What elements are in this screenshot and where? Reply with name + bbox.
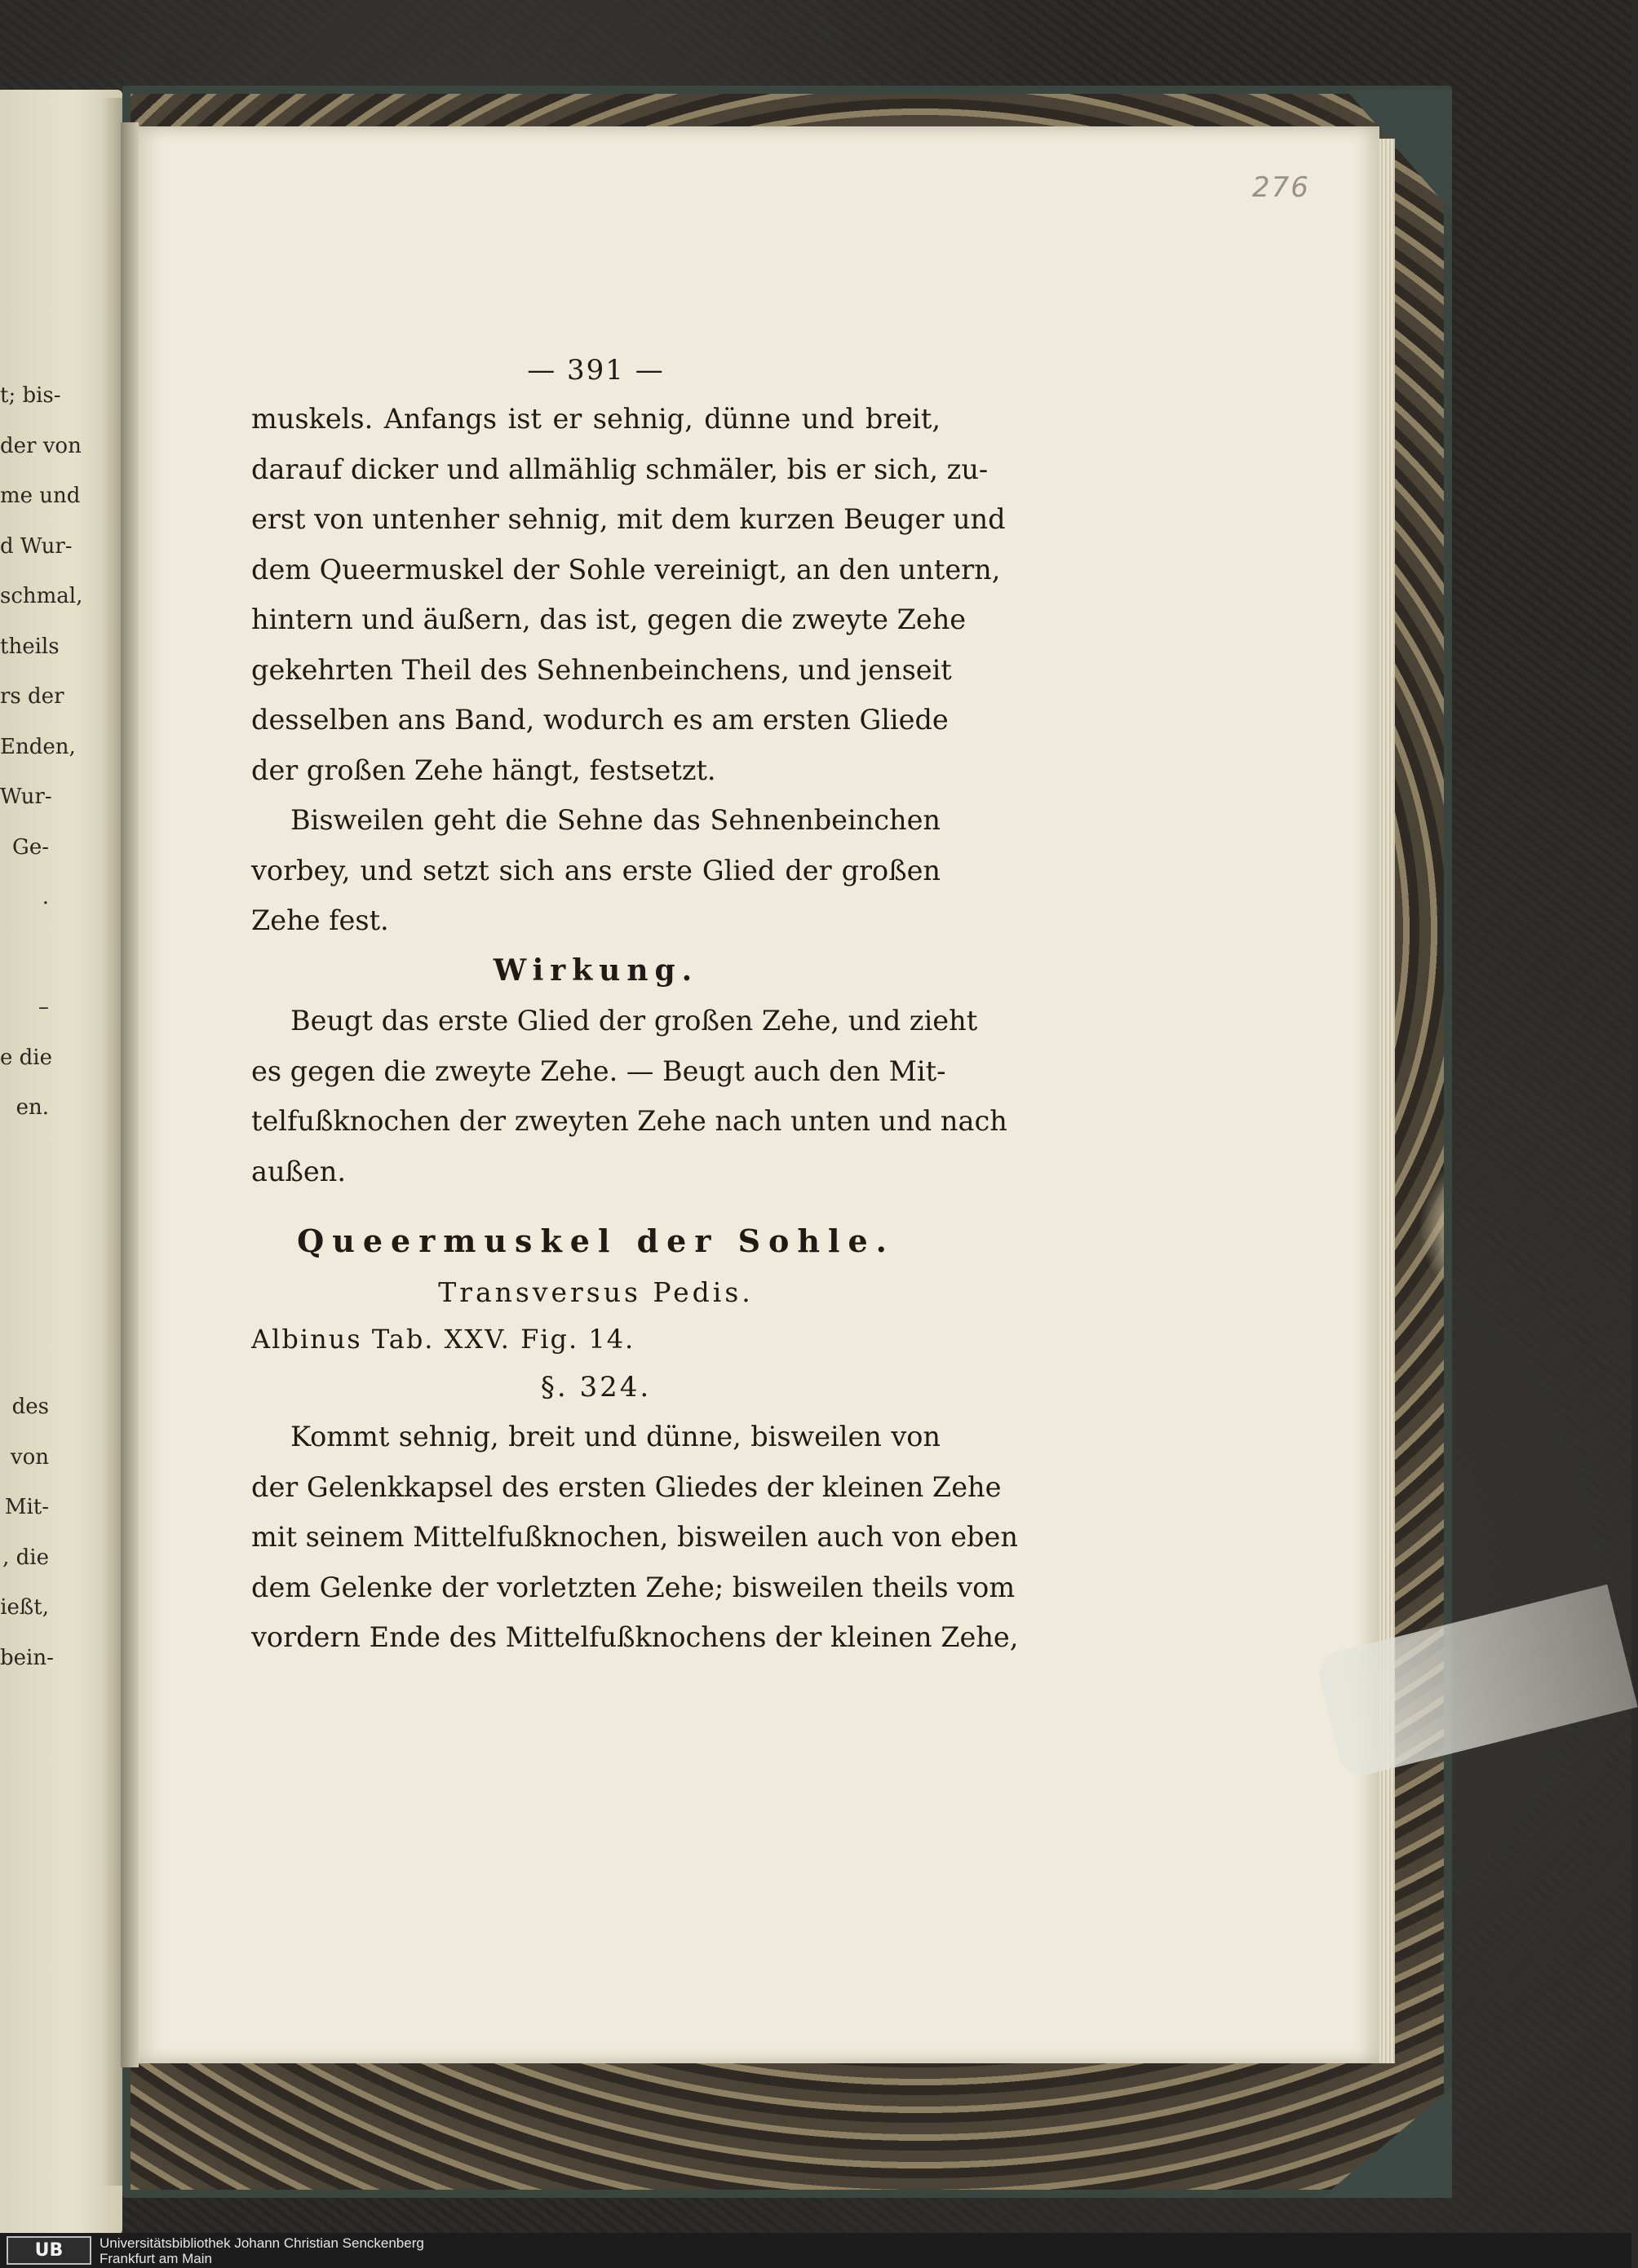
text-line: es gegen die zweyte Zehe. — Beugt auch den Mit- bbox=[251, 1054, 946, 1087]
text-line: Bisweilen geht die Sehne das Sehnenbeinchen bbox=[290, 804, 941, 836]
text-line: muskels. Anfangs ist er sehnig, dünne und breit, bbox=[251, 403, 941, 435]
section-title: Queermuskel der Sohle. bbox=[297, 1222, 895, 1259]
left-fragment: des bbox=[11, 1395, 49, 1419]
text-line: vordern Ende des Mittelfußknochens der kleinen Zehe, bbox=[251, 1621, 1019, 1653]
left-fragment: me und bbox=[0, 484, 81, 508]
page-text bbox=[251, 347, 1019, 1663]
text-line: Beugt das erste Glied der großen Zehe, und zieht bbox=[290, 1005, 978, 1037]
left-fragment: Enden, bbox=[0, 734, 76, 759]
text-line: mit seinem Mittelfußknochen, bisweilen auch von eben bbox=[251, 1521, 1018, 1553]
text-line: hintern und äußern, das ist, gegen die zweyte Zehe bbox=[251, 603, 967, 635]
left-fragment: Wur- bbox=[0, 785, 52, 809]
footer-bar bbox=[0, 2233, 1631, 2268]
left-fragment: – bbox=[38, 995, 49, 1019]
paragraph-324 bbox=[251, 1412, 1019, 1663]
page-number: — 391 — bbox=[527, 354, 665, 387]
page-gutter bbox=[121, 122, 139, 2067]
left-page-text-fragments-2 bbox=[0, 983, 52, 1134]
reference-citation: Albinus Tab. XXV. Fig. 14. bbox=[251, 1324, 635, 1355]
text-line: darauf dicker und allmählig schmäler, bis er sich, zu- bbox=[251, 453, 989, 485]
footer-line-1: Universitätsbibliothek Johann Christian Senckenberg bbox=[100, 2235, 424, 2251]
paragraph-mark: §. 324. bbox=[540, 1371, 652, 1404]
left-fragment: , die bbox=[2, 1545, 49, 1570]
left-fragment: schmal, bbox=[0, 584, 83, 608]
text-line: der großen Zehe hängt, festsetzt. bbox=[251, 754, 716, 786]
text-line: dem Gelenke der vorletzten Zehe; bisweilen theils vom bbox=[251, 1571, 1016, 1603]
left-fragment: von bbox=[10, 1444, 49, 1470]
left-page-text-fragments bbox=[0, 371, 83, 923]
heading-wirkung: Wirkung. bbox=[493, 953, 699, 988]
left-fragment: der von bbox=[0, 433, 82, 458]
footer-text bbox=[100, 2235, 424, 2266]
text-line: dem Queermuskel der Sohle vereinigt, an den untern, bbox=[251, 553, 1001, 586]
text-line: gekehrten Theil des Sehnenbeinchens, und jenseit bbox=[251, 653, 952, 686]
text-line: außen. bbox=[251, 1155, 346, 1187]
left-fragment: Ge- bbox=[12, 834, 49, 860]
latin-name: Transversus Pedis. bbox=[438, 1276, 754, 1308]
paragraph-1 bbox=[251, 394, 1006, 795]
left-fragment: e die bbox=[0, 1045, 52, 1070]
library-logo: UB bbox=[7, 2236, 91, 2265]
text-line: Kommt sehnig, breit und dünne, bisweilen von bbox=[290, 1421, 941, 1452]
paragraph-wirkung bbox=[251, 996, 1007, 1196]
left-fragment: en. bbox=[15, 1095, 49, 1120]
left-fragment: Mit- bbox=[4, 1495, 49, 1519]
text-line: Zehe fest. bbox=[251, 904, 389, 936]
text-line: vorbey, und setzt sich ans erste Glied der großen bbox=[251, 854, 941, 886]
left-fragment: . bbox=[42, 885, 49, 909]
text-line: telfußknochen der zweyten Zehe nach unten und nach bbox=[251, 1105, 1007, 1137]
text-line: der Gelenkkapsel des ersten Gliedes der kleinen Zehe bbox=[251, 1470, 1002, 1503]
pencil-folio-number: 276 bbox=[1252, 171, 1310, 204]
left-page-text-fragments-3 bbox=[0, 1382, 54, 1683]
text-line: desselben ans Band, wodurch es am ersten Gliede bbox=[251, 704, 949, 736]
left-fragment: t; bis- bbox=[0, 383, 61, 408]
left-fragment: d Wur- bbox=[0, 533, 73, 559]
footer-line-2: Frankfurt am Main bbox=[100, 2251, 212, 2266]
left-fragment: bein- bbox=[0, 1645, 54, 1670]
paragraph-2 bbox=[251, 795, 941, 946]
left-fragment: theils bbox=[0, 634, 60, 659]
left-fragment: rs der bbox=[0, 684, 64, 709]
left-fragment: ießt, bbox=[0, 1595, 49, 1620]
text-line: erst von untenher sehnig, mit dem kurzen Beuger und bbox=[251, 503, 1006, 535]
